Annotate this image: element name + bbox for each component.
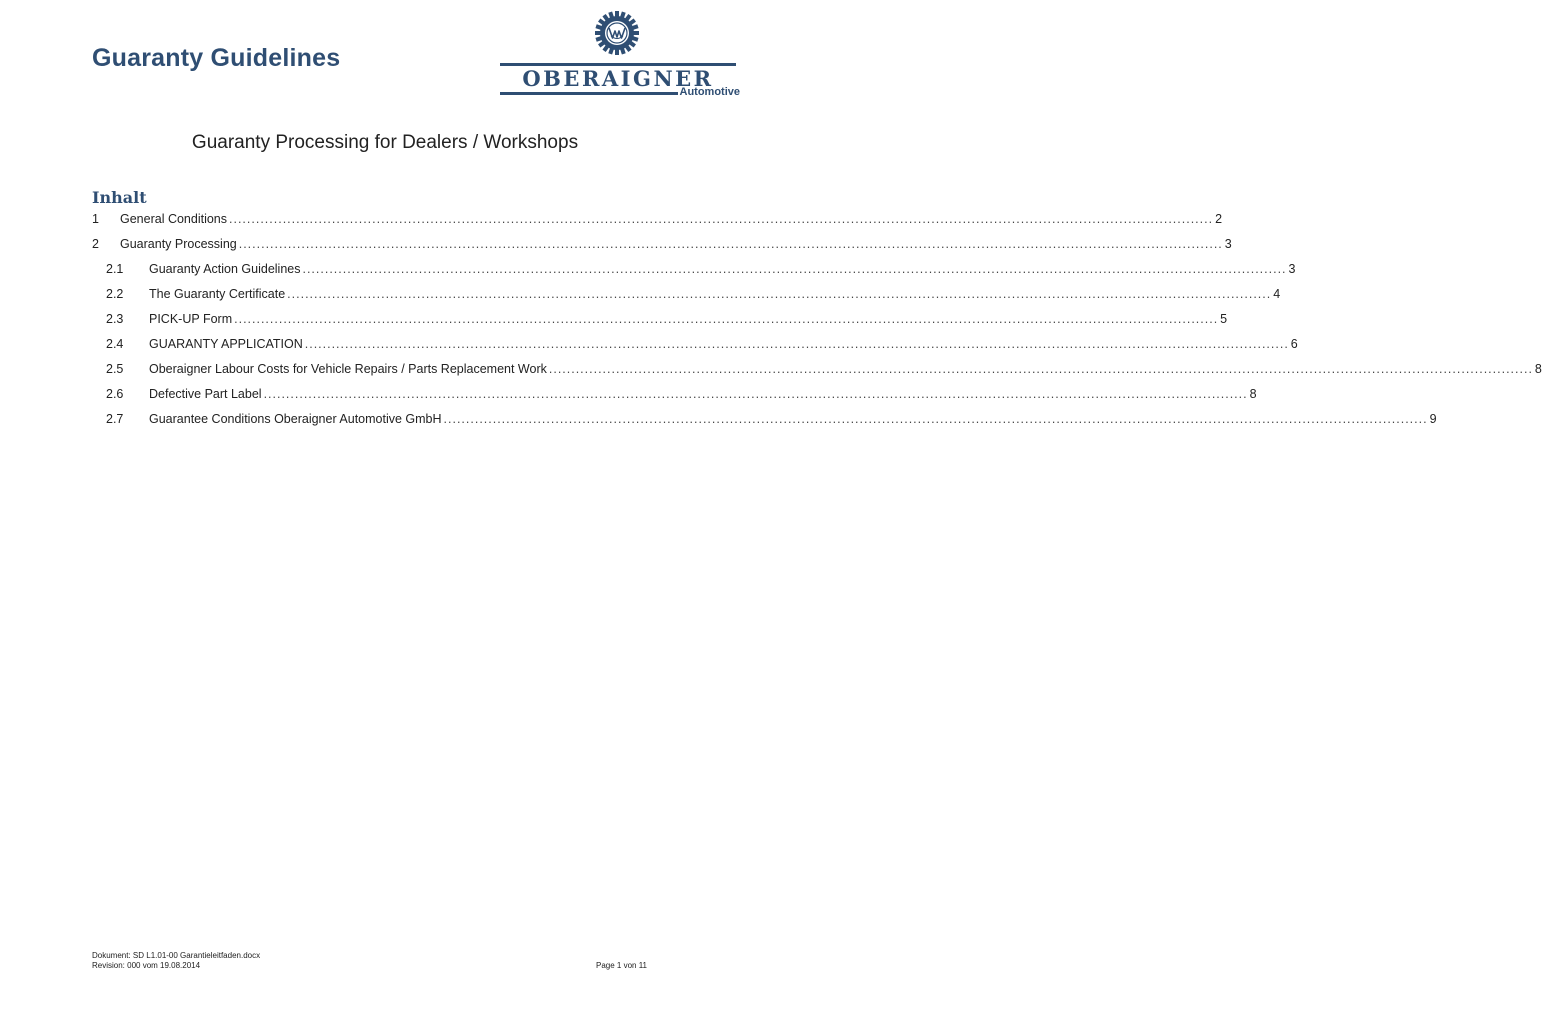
toc-leader: ............................................................................................................................................................................................................................ (443, 412, 1428, 426)
toc-title: General Conditions (120, 212, 228, 226)
toc-number: 2 (92, 237, 99, 251)
toc-page-number: 5 (1220, 312, 1228, 326)
toc-leader: ............................................................................................................................................................................................................................ (302, 262, 1287, 276)
toc-number: 2.4 (106, 337, 124, 351)
footer-page-number: Page 1 von 11 (596, 961, 648, 970)
logo-subtitle: Automotive (679, 86, 740, 98)
toc-number: 2.3 (106, 312, 124, 326)
footer-document-info (92, 951, 260, 971)
toc-page-number: 6 (1290, 337, 1298, 351)
toc-number: 2.7 (106, 412, 124, 426)
toc-page-number: 3 (1288, 262, 1296, 276)
toc-title: PICK-UP Form (149, 312, 233, 326)
toc-entry[interactable] (0, 212, 1223, 230)
toc-title: The Guaranty Certificate (149, 287, 286, 301)
toc-page-number: 4 (1273, 287, 1281, 301)
toc-title: Defective Part Label (149, 387, 262, 401)
toc-entry[interactable] (0, 237, 1232, 255)
footer-revision: Revision: 000 vom 19.08.2014 (92, 961, 201, 970)
toc-leader: ............................................................................................................................................................................................................................ (229, 212, 1214, 226)
toc-title: Guaranty Action Guidelines (149, 262, 301, 276)
toc-leader: ............................................................................................................................................................................................................................ (263, 387, 1248, 401)
company-logo (496, 10, 742, 102)
toc-entry[interactable] (0, 412, 1437, 430)
toc-page-number: 3 (1224, 237, 1232, 251)
logo-rule-bottom (500, 92, 678, 95)
toc-page-number: 8 (1534, 362, 1542, 376)
toc-page-number: 9 (1429, 412, 1437, 426)
toc-title: Oberaigner Labour Costs for Vehicle Repairs / Parts Replacement Work (149, 362, 547, 376)
toc-entry[interactable] (0, 362, 1542, 380)
footer-document: Dokument: SD L1.01-00 Garantieleitfaden.docx (92, 951, 261, 960)
toc-entry[interactable] (0, 337, 1298, 355)
toc-leader: ............................................................................................................................................................................................................................ (234, 312, 1219, 326)
toc-number: 2.1 (106, 262, 124, 276)
logo-wordmark: OBERAIGNER (522, 66, 714, 91)
document-subtitle: Guaranty Processing for Dealers / Workshops (191, 132, 579, 153)
toc-leader: ............................................................................................................................................................................................................................ (238, 237, 1223, 251)
toc-entry[interactable] (0, 287, 1281, 305)
toc-number: 2.2 (106, 287, 124, 301)
toc-entry[interactable] (0, 262, 1296, 280)
toc-title: GUARANTY APPLICATION (149, 337, 303, 351)
toc-leader: ............................................................................................................................................................................................................................ (304, 337, 1289, 351)
toc-page-number: 8 (1249, 387, 1257, 401)
toc-title: Guaranty Processing (120, 237, 237, 251)
toc-number: 1 (92, 212, 99, 226)
toc-heading: Inhalt (92, 188, 147, 207)
toc-leader: ............................................................................................................................................................................................................................ (287, 287, 1272, 301)
toc-entry[interactable] (0, 387, 1257, 405)
toc-entry[interactable] (0, 312, 1228, 330)
toc-number: 2.5 (106, 362, 124, 376)
toc-leader: ............................................................................................................................................................................................................................ (548, 362, 1533, 376)
page-title: Guaranty Guidelines (92, 44, 341, 72)
toc-page-number: 2 (1215, 212, 1223, 226)
toc-title: Guarantee Conditions Oberaigner Automotive GmbH (149, 412, 442, 426)
toc-number: 2.6 (106, 387, 124, 401)
gear-emblem-icon (594, 10, 640, 56)
